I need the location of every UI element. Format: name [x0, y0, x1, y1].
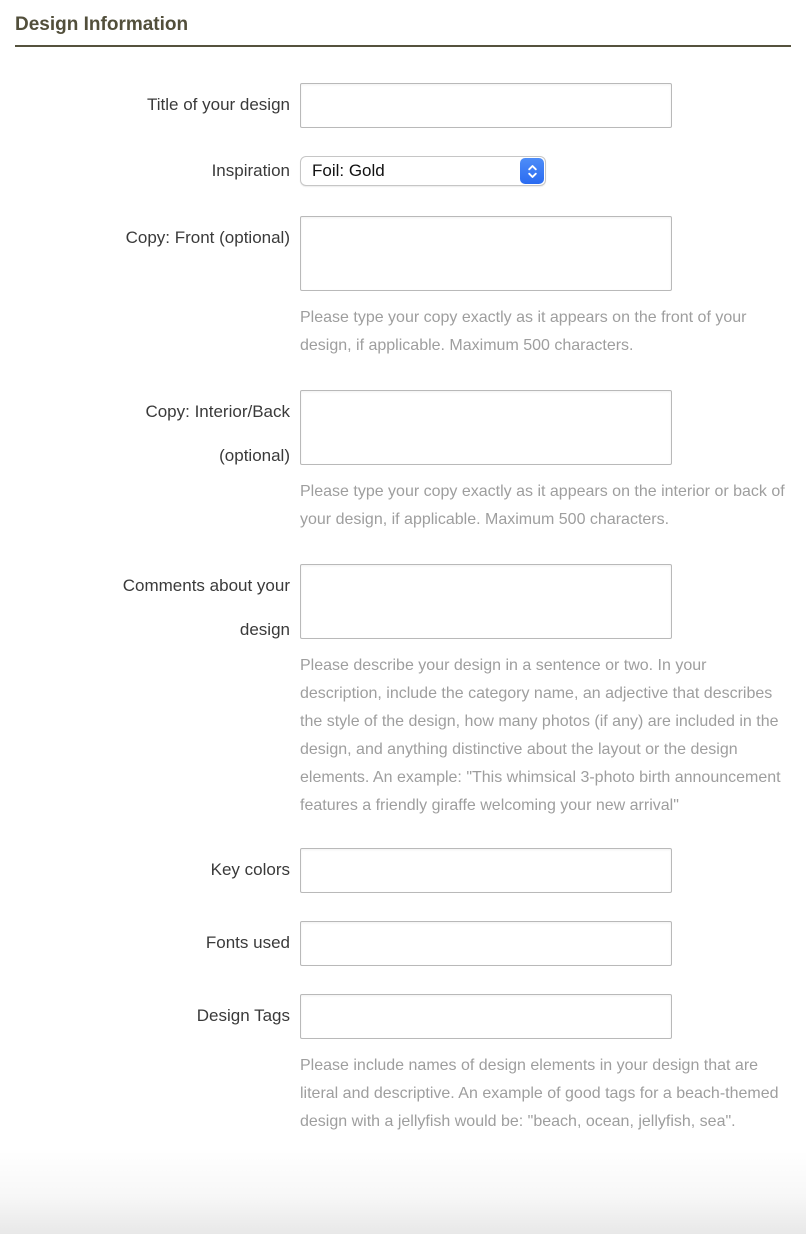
inspiration-select[interactable] [300, 156, 546, 186]
copy-interior-back-textarea[interactable] [300, 390, 672, 465]
page-bottom-gradient [0, 1150, 806, 1234]
comments-textarea[interactable] [300, 564, 672, 639]
comments-label: Comments about your design [122, 576, 290, 639]
form-row-inspiration [15, 156, 791, 186]
design-tags-label: Design Tags [196, 1006, 290, 1025]
copy-front-textarea[interactable] [300, 216, 672, 291]
title-input[interactable] [300, 83, 672, 128]
form-row-comments [15, 564, 791, 820]
form-row-title [15, 83, 791, 128]
title-label: Title of your design [147, 95, 290, 114]
form-row-copy-front [15, 216, 791, 360]
design-information-form [15, 83, 791, 1136]
key-colors-input[interactable] [300, 848, 672, 893]
form-row-fonts-used [15, 921, 791, 966]
design-tags-input[interactable] [300, 994, 672, 1039]
fonts-used-label: Fonts used [205, 933, 290, 952]
copy-interior-back-help-text: Please type your copy exactly as it appears on the interior or back of your design, if applicable. Maximum 500 characters. [300, 483, 785, 528]
key-colors-label: Key colors [210, 860, 290, 879]
inspiration-selected-value: Foil: Gold [312, 161, 385, 180]
form-row-design-tags [15, 994, 791, 1136]
page-title: Design Information [15, 14, 791, 47]
copy-front-help-text: Please type your copy exactly as it appears on the front of your design, if applicable. Maximum 500 characters. [300, 309, 747, 354]
comments-help-text: Please describe your design in a sentence or two. In your description, include the category name, an adjective that describes the style of the design, how many photos (if any) are included in the design, and anything distinctive about the layout or the design elements. An example: "This whimsical 3-photo birth announcement features a friendly giraffe welcoming your new arrival" [300, 657, 781, 814]
copy-front-label: Copy: Front (optional) [125, 228, 290, 247]
copy-interior-back-label: Copy: Interior/Back (optional) [145, 402, 290, 465]
fonts-used-input[interactable] [300, 921, 672, 966]
form-row-key-colors [15, 848, 791, 893]
up-down-chevrons-icon [520, 158, 544, 184]
form-row-copy-interior-back [15, 390, 791, 534]
design-tags-help-text: Please include names of design elements in your design that are literal and descriptive. An example of good tags for a beach-themed design with a jellyfish would be: "beach, ocean, jellyfish, sea". [300, 1057, 779, 1130]
inspiration-label: Inspiration [211, 161, 290, 180]
